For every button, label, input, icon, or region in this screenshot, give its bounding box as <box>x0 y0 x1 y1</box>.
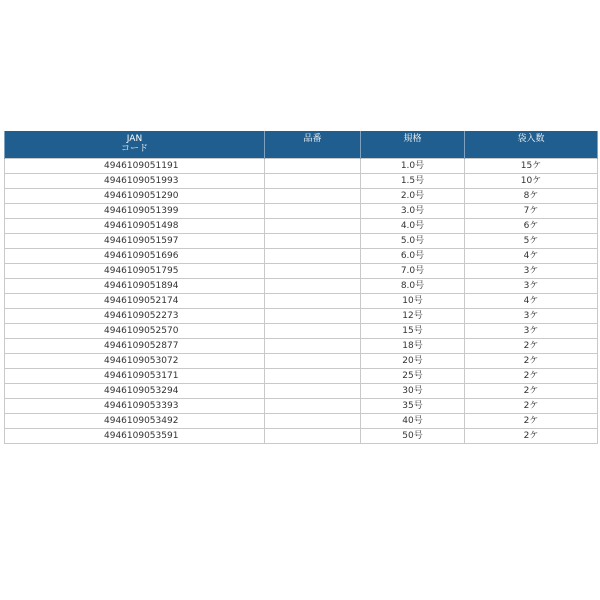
cell-qty: 2ケ <box>465 429 598 444</box>
cell-part-number <box>265 399 361 414</box>
table-row <box>5 264 598 279</box>
cell-jan-code: 4946109051290 <box>5 189 265 204</box>
cell-jan-code: 4946109052570 <box>5 324 265 339</box>
cell-spec: 5.0号 <box>361 234 465 249</box>
cell-part-number <box>265 249 361 264</box>
cell-spec: 18号 <box>361 339 465 354</box>
table-row <box>5 174 598 189</box>
table-row <box>5 399 598 414</box>
table-row <box>5 384 598 399</box>
cell-part-number <box>265 204 361 219</box>
cell-jan-code: 4946109051498 <box>5 219 265 234</box>
cell-spec: 12号 <box>361 309 465 324</box>
cell-part-number <box>265 234 361 249</box>
cell-part-number <box>265 174 361 189</box>
cell-jan-code: 4946109053591 <box>5 429 265 444</box>
cell-qty: 2ケ <box>465 339 598 354</box>
cell-qty: 4ケ <box>465 249 598 264</box>
header-jan-line1: JAN <box>126 134 143 144</box>
table-row <box>5 324 598 339</box>
cell-qty: 2ケ <box>465 414 598 429</box>
cell-part-number <box>265 369 361 384</box>
cell-part-number <box>265 429 361 444</box>
cell-part-number <box>265 279 361 294</box>
cell-qty: 6ケ <box>465 219 598 234</box>
cell-spec: 30号 <box>361 384 465 399</box>
cell-part-number <box>265 294 361 309</box>
cell-jan-code: 4946109052174 <box>5 294 265 309</box>
cell-qty: 3ケ <box>465 309 598 324</box>
cell-jan-code: 4946109053171 <box>5 369 265 384</box>
cell-qty: 2ケ <box>465 354 598 369</box>
cell-qty: 7ケ <box>465 204 598 219</box>
table-row <box>5 414 598 429</box>
table-row <box>5 354 598 369</box>
cell-spec: 15号 <box>361 324 465 339</box>
table-row <box>5 249 598 264</box>
table-row <box>5 234 598 249</box>
table-row <box>5 339 598 354</box>
cell-qty: 3ケ <box>465 279 598 294</box>
product-spec-table <box>4 131 598 444</box>
cell-jan-code: 4946109053393 <box>5 399 265 414</box>
cell-spec: 2.0号 <box>361 189 465 204</box>
cell-jan-code: 4946109052273 <box>5 309 265 324</box>
cell-spec: 20号 <box>361 354 465 369</box>
cell-part-number <box>265 219 361 234</box>
cell-spec: 1.5号 <box>361 174 465 189</box>
cell-spec: 40号 <box>361 414 465 429</box>
cell-spec: 4.0号 <box>361 219 465 234</box>
cell-jan-code: 4946109051696 <box>5 249 265 264</box>
cell-part-number <box>265 309 361 324</box>
table-body <box>5 159 598 444</box>
cell-qty: 2ケ <box>465 369 598 384</box>
cell-qty: 8ケ <box>465 189 598 204</box>
cell-spec: 10号 <box>361 294 465 309</box>
cell-spec: 35号 <box>361 399 465 414</box>
cell-jan-code: 4946109053072 <box>5 354 265 369</box>
cell-qty: 3ケ <box>465 264 598 279</box>
cell-qty: 3ケ <box>465 324 598 339</box>
table-row <box>5 279 598 294</box>
cell-spec: 50号 <box>361 429 465 444</box>
cell-qty: 2ケ <box>465 384 598 399</box>
cell-jan-code: 4946109051399 <box>5 204 265 219</box>
cell-jan-code: 4946109051191 <box>5 159 265 174</box>
cell-jan-code: 4946109051597 <box>5 234 265 249</box>
table-row <box>5 294 598 309</box>
cell-part-number <box>265 324 361 339</box>
cell-spec: 25号 <box>361 369 465 384</box>
cell-jan-code: 4946109053294 <box>5 384 265 399</box>
cell-part-number <box>265 339 361 354</box>
cell-spec: 7.0号 <box>361 264 465 279</box>
header-part-number: 品番 <box>265 131 361 159</box>
cell-part-number <box>265 384 361 399</box>
cell-spec: 1.0号 <box>361 159 465 174</box>
cell-jan-code: 4946109051993 <box>5 174 265 189</box>
cell-part-number <box>265 189 361 204</box>
cell-part-number <box>265 354 361 369</box>
header-jan-line2: コード <box>120 144 148 154</box>
cell-qty: 15ケ <box>465 159 598 174</box>
cell-jan-code: 4946109052877 <box>5 339 265 354</box>
cell-qty: 2ケ <box>465 399 598 414</box>
cell-jan-code: 4946109051795 <box>5 264 265 279</box>
cell-spec: 6.0号 <box>361 249 465 264</box>
table-row <box>5 204 598 219</box>
header-jan-code <box>5 131 265 159</box>
cell-part-number <box>265 414 361 429</box>
cell-jan-code: 4946109053492 <box>5 414 265 429</box>
cell-qty: 10ケ <box>465 174 598 189</box>
cell-spec: 8.0号 <box>361 279 465 294</box>
table-row <box>5 369 598 384</box>
cell-part-number <box>265 264 361 279</box>
table-row <box>5 429 598 444</box>
header-qty: 袋入数 <box>465 131 598 159</box>
cell-qty: 4ケ <box>465 294 598 309</box>
table-header <box>5 131 598 159</box>
table-row <box>5 159 598 174</box>
cell-spec: 3.0号 <box>361 204 465 219</box>
header-row <box>5 131 598 159</box>
table-row <box>5 309 598 324</box>
table-row <box>5 219 598 234</box>
table-row <box>5 189 598 204</box>
cell-jan-code: 4946109051894 <box>5 279 265 294</box>
cell-part-number <box>265 159 361 174</box>
header-spec: 規格 <box>361 131 465 159</box>
cell-qty: 5ケ <box>465 234 598 249</box>
